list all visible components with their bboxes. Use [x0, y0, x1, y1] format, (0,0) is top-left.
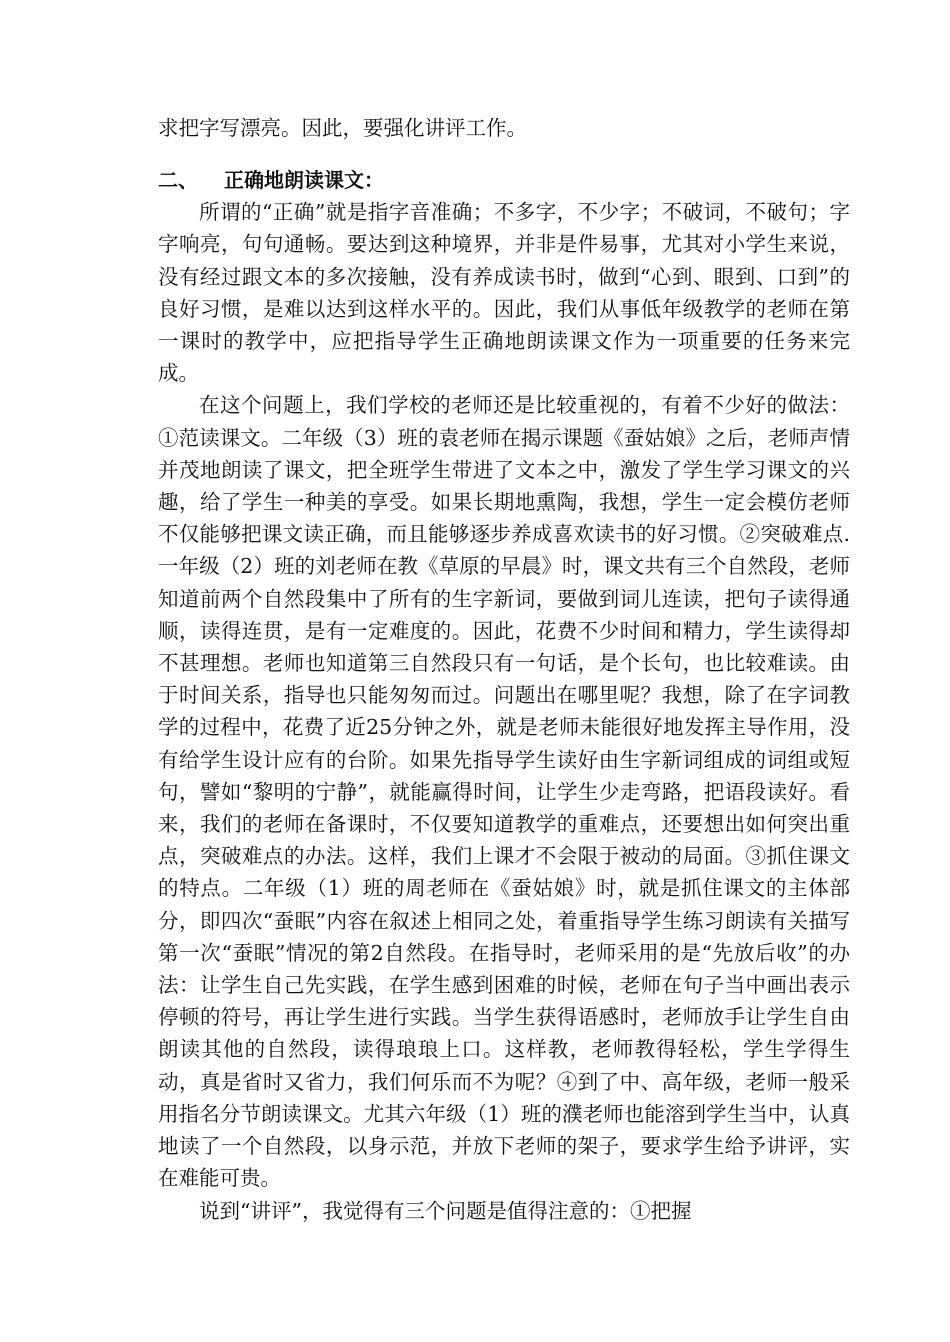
section-heading [158, 164, 850, 196]
section-title: 正确地朗读课文： [224, 168, 384, 193]
document-body [158, 112, 850, 1227]
paragraph-correct-reading-definition: 所谓的“正确”就是指字音准确；不多字，不少字；不破词，不破句；字字响亮，句句通畅。要达到这种境界，并非是件易事，尤其对小学生来说，没有经过跟文本的多次接触，没有养成读书时，做到“心到、眼到、口到”的良好习惯，是难以达到这样水平的。因此，我们从事低年级教学的老师在第一课时的教学中，应把指导学生正确地朗读课文作为一项重要的任务来完成。 [158, 200, 850, 386]
paragraph-comment-issues: 说到“讲评”，我觉得有三个问题是值得注意的：①把握 [199, 1198, 692, 1223]
section-number: 二、 [158, 168, 198, 193]
opening-line: 求把字写漂亮。因此，要强化讲评工作。 [158, 116, 527, 140]
paragraph-teaching-practices: 在这个问题上，我们学校的老师还是比较重视的，有着不少好的做法：①范读课文。二年级（3）班的袁老师在揭示课题《蚕姑娘》之后，老师声情并茂地朗读了课文，把全班学生带进了文本之中，激发了学生学习课文的兴趣，给了学生一种美的享受。如果长期地熏陶，我想，学生一定会模仿老师不仅能够把课文读正确，而且能够逐步养成喜欢读书的好习惯。②突破难点.一年级（2）班的刘老师在教《草原的早晨》时，课文共有三个自然段，老师知道前两个自然段集中了所有的生字新词，要做到词儿连读，把句子读得通顺，读得连贯，是有一定难度的。因此，花费不少时间和精力，学生读得却不甚理想。老师也知道第三自然段只有一句话，是个长句，也比较难读。由于时间关系，指导也只能匆匆而过。问题出在哪里呢？我想，除了在字词教学的过程中，花费了近25分钟之外，就是老师未能很好地发挥主导作用，没有给学生设计应有的台阶。如果先指导学生读好由生字新词组成的词组或短句，譬如“黎明的宁静”，就能赢得时间，让学生少走弯路，把语段读好。看来，我们的老师在备课时，不仅要知道教学的重难点，还要想出如何突出重点，突破难点的办法。这样，我们上课才不会限于被动的局面。③抓住课文的特点。二年级（1）班的周老师在《蚕姑娘》时，就是抓住课文的主体部分，即四次“蚕眠”内容在叙述上相同之处，着重指导学生练习朗读有关描写第一次“蚕眠”情况的第2自然段。在指导时，老师采用的是“先放后收”的办法：让学生自己先实践，在学生感到困难的时候，老师在句子当中画出表示停顿的符号，再让学生进行实践。当学生获得语感时，老师放手让学生自由朗读其他的自然段，读得琅琅上口。这样教，老师教得轻松，学生学得生动，真是省时又省力，我们何乐而不为呢？④到了中、高年级，老师一般采用指名分节朗读课文。尤其六年级（1）班的濮老师也能溶到学生当中，认真地读了一个自然段，以身示范，并放下老师的架子，要求学生给予讲评，实在难能可贵。 [158, 393, 850, 1191]
